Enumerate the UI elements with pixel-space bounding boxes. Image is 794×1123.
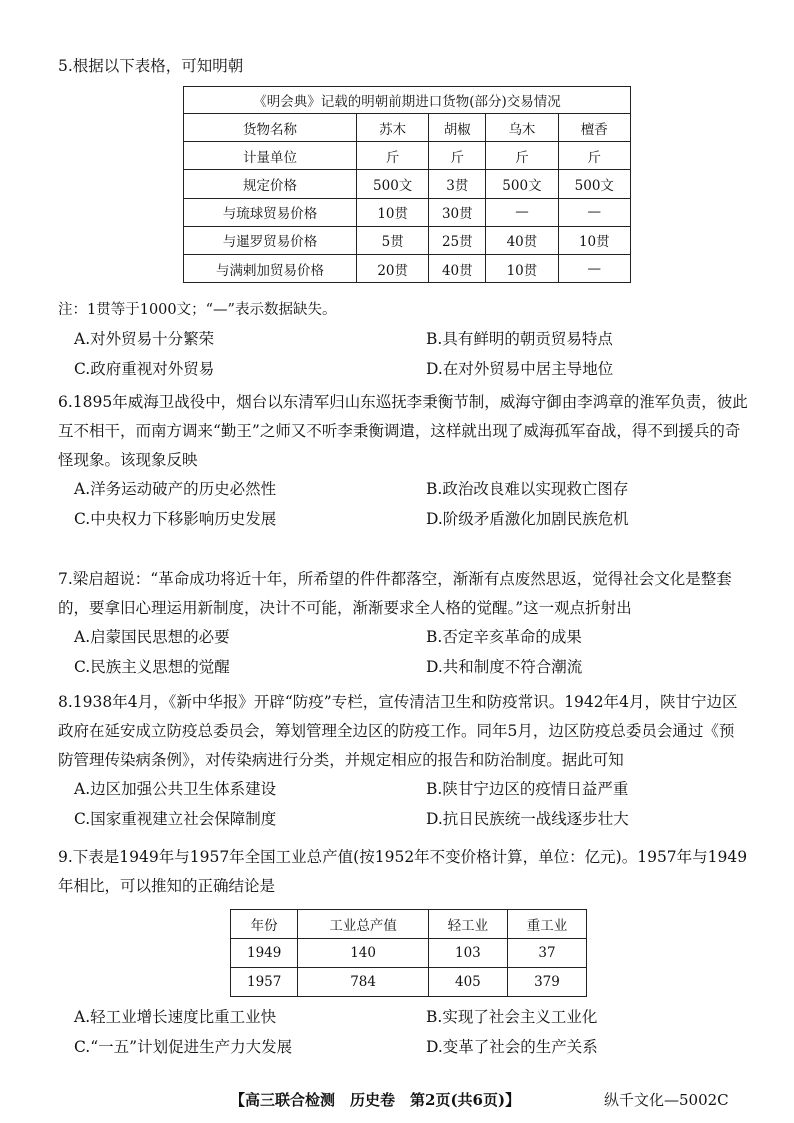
option-c[interactable]: C.政府重视对外贸易 (74, 360, 215, 378)
question-5-stem: 5.根据以下表格，可知明朝 (58, 57, 244, 75)
table-cell: 37 (507, 939, 586, 968)
table-cell: 379 (507, 968, 586, 997)
table-cell: 与满剌加贸易价格 (184, 254, 357, 282)
table-row (231, 939, 587, 968)
table-header-cell: 货物名称 (184, 114, 357, 142)
table-row (184, 170, 631, 198)
question-9-stem: 9.下表是1949年与1957年全国工业总产值(按1952年不变价格计算，单位：亿元)。1957年与1949年相比，可以推知的正确结论是 (58, 848, 748, 895)
table-cell: 1957 (231, 968, 298, 997)
table-row (231, 910, 587, 939)
table-header-cell: 年份 (231, 910, 298, 939)
q5-trade-table (183, 86, 631, 283)
table-header-cell: 檀香 (558, 114, 630, 142)
table-cell: 10贯 (357, 198, 429, 226)
table-cell: 20贯 (357, 254, 429, 282)
table-cell: 1949 (231, 939, 298, 968)
option-b[interactable]: B.陕甘宁边区的疫情日益严重 (426, 780, 629, 798)
table-cell: 500文 (558, 170, 630, 198)
question-8-stem: 8.1938年4月，《新中华报》开辟“防疫”专栏，宣传清洁卫生和防疫常识。1942年4月，陕甘宁边区政府在延安成立防疫总委员会，筹划管理全边区的防疫工作。同年5月，边区防疫总委员会通过《预防管理传染病条例》，对传染病进行分类，并规定相应的报告和防治制度。据此可知 (58, 693, 738, 769)
option-c[interactable]: C.民族主义思想的觉醒 (74, 658, 230, 676)
table-cell: 10贯 (558, 226, 630, 254)
question-6-stem: 6.1895年威海卫战役中，烟台以东清军归山东巡抚李秉衡节制，威海守御由李鸿章的淮军负责，彼此互不相干，而南方调来“勤王”之师又不听李秉衡调遣，这样就出现了威海孤军奋战，得不到援兵的奇怪现象。该现象反映 (58, 393, 748, 469)
table-cell: 500文 (357, 170, 429, 198)
question-6 (58, 388, 748, 535)
table-cell: 30贯 (429, 198, 486, 226)
table-cell: 784 (298, 968, 429, 997)
question-5-options (58, 325, 748, 385)
table-cell: 斤 (558, 142, 630, 170)
table-row (231, 968, 587, 997)
table-header-cell: 轻工业 (428, 910, 507, 939)
option-b[interactable]: B.否定辛亥革命的成果 (426, 628, 582, 646)
page-footer: 【高三联合检测 历史卷 第2页(共6页)】 (230, 1091, 521, 1109)
option-a[interactable]: A.洋务运动破产的历史必然性 (74, 480, 277, 498)
option-d[interactable]: D.抗日民族统一战线逐步壮大 (426, 810, 629, 828)
table-cell: 405 (428, 968, 507, 997)
table-cell: — (558, 198, 630, 226)
question-9 (58, 843, 748, 901)
table-cell: — (486, 198, 558, 226)
table-cell: 40贯 (429, 254, 486, 282)
q5-table-note: 注：1贯等于1000文；“—”表示数据缺失。 (58, 302, 337, 318)
table-row (184, 198, 631, 226)
question-7-stem: 7.梁启超说：“革命成功将近十年，所希望的件件都落空，渐渐有点废然思返，觉得社会文化是整套的，要拿旧心理运用新制度，决计不可能，渐渐要求全人格的觉醒。”这一观点折射出 (58, 570, 732, 617)
table-cell: 斤 (429, 142, 486, 170)
q9-industry-table (230, 909, 587, 997)
table-header-cell: 苏木 (357, 114, 429, 142)
question-7 (58, 565, 748, 683)
table-cell: 计量单位 (184, 142, 357, 170)
table-row (184, 254, 631, 282)
table-cell: 25贯 (429, 226, 486, 254)
table-header-cell: 乌木 (486, 114, 558, 142)
table-cell: 500文 (486, 170, 558, 198)
table-cell: 10贯 (486, 254, 558, 282)
table-cell: 与琉球贸易价格 (184, 198, 357, 226)
table-cell: — (558, 254, 630, 282)
table-row (184, 114, 631, 142)
table-header-cell: 重工业 (507, 910, 586, 939)
table-cell: 103 (428, 939, 507, 968)
option-d[interactable]: D.在对外贸易中居主导地位 (426, 360, 614, 378)
table-header-cell: 胡椒 (429, 114, 486, 142)
table-header-cell: 工业总产值 (298, 910, 429, 939)
question-5 (58, 52, 748, 81)
q5-table-caption: 《明会典》记载的明朝前期进口货物(部分)交易情况 (184, 87, 631, 114)
footer-code: 纵千文化—5002C (604, 1091, 729, 1109)
option-c[interactable]: C.中央权力下移影响历史发展 (74, 510, 277, 528)
option-a[interactable]: A.轻工业增长速度比重工业快 (74, 1008, 277, 1026)
table-cell: 斤 (486, 142, 558, 170)
option-b[interactable]: B.政治改良难以实现救亡图存 (426, 480, 629, 498)
option-c[interactable]: C.国家重视建立社会保障制度 (74, 810, 277, 828)
option-b[interactable]: B.实现了社会主义工业化 (426, 1008, 598, 1026)
table-cell: 5贯 (357, 226, 429, 254)
option-d[interactable]: D.变革了社会的生产关系 (426, 1038, 598, 1056)
table-cell: 3贯 (429, 170, 486, 198)
option-b[interactable]: B.具有鲜明的朝贡贸易特点 (426, 330, 613, 348)
table-cell: 斤 (357, 142, 429, 170)
table-cell: 规定价格 (184, 170, 357, 198)
table-cell: 40贯 (486, 226, 558, 254)
option-d[interactable]: D.阶级矛盾激化加剧民族危机 (426, 510, 629, 528)
option-c[interactable]: C.“一五”计划促进生产力大发展 (74, 1038, 293, 1056)
option-d[interactable]: D.共和制度不符合潮流 (426, 658, 583, 676)
option-a[interactable]: A.启蒙国民思想的必要 (74, 628, 230, 646)
question-9-options (58, 1003, 748, 1063)
table-cell: 140 (298, 939, 429, 968)
table-cell: 与暹罗贸易价格 (184, 226, 357, 254)
question-8 (58, 688, 748, 835)
table-row (184, 142, 631, 170)
table-row (184, 226, 631, 254)
option-a[interactable]: A.对外贸易十分繁荣 (74, 330, 215, 348)
option-a[interactable]: A.边区加强公共卫生体系建设 (74, 780, 277, 798)
